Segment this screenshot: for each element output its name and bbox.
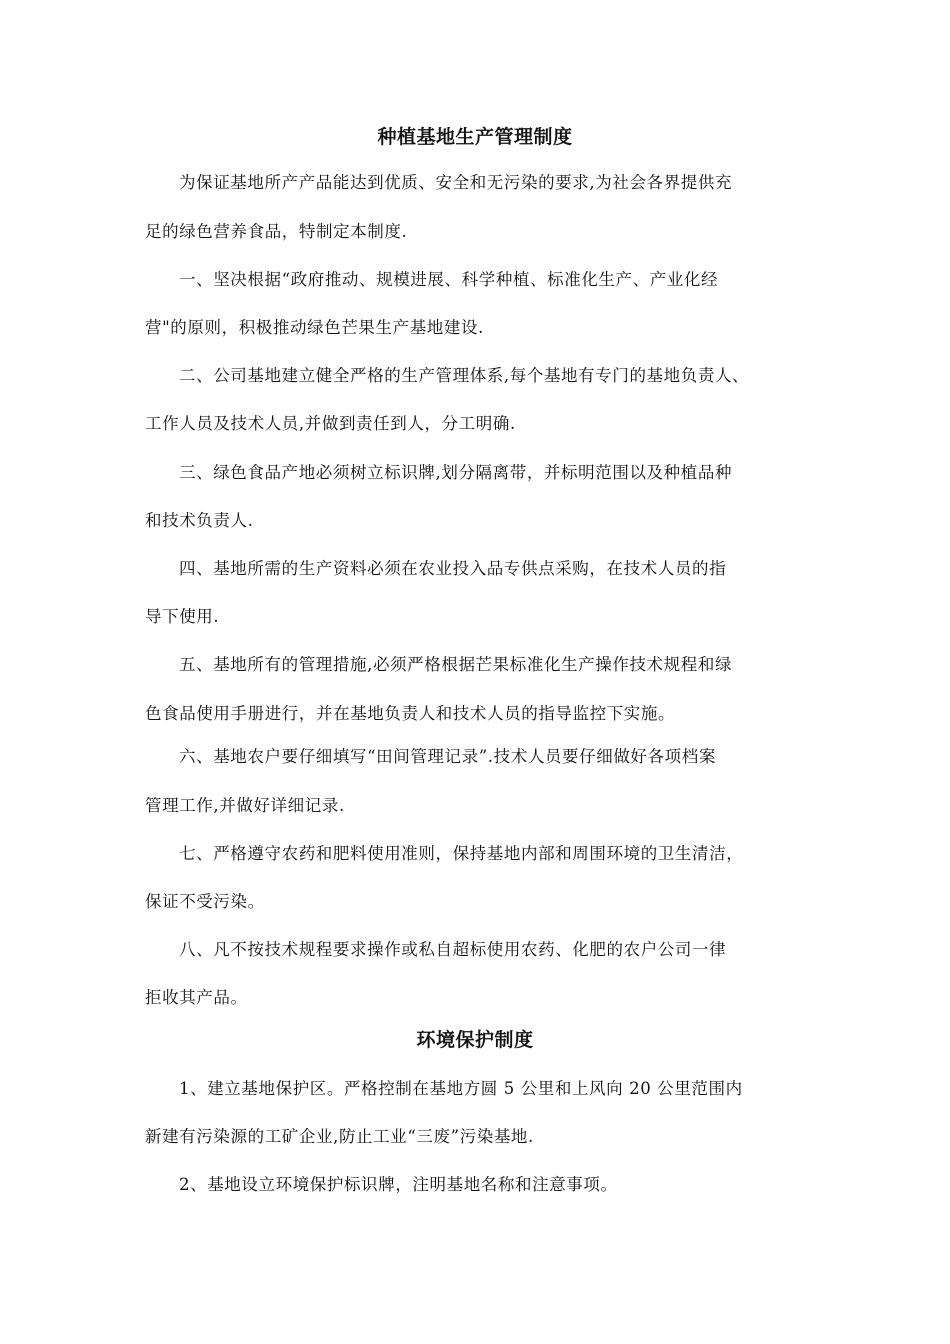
paragraph-5-line-1: 五、基地所有的管理措施,必须严格根据芒果标准化生产操作技术规程和绿 (179, 655, 733, 674)
paragraph-3-line-1: 三、绿色食品产地必须树立标识牌,划分隔离带，并标明范围以及种植品种 (179, 463, 733, 482)
paragraph-intro-line-1: 为保证基地所产产品能达到优质、安全和无污染的要求,为社会各界提供充 (179, 173, 733, 192)
paragraph-4-line-1: 四、基地所需的生产资料必须在农业投入品专供点采购，在技术人员的指 (179, 559, 727, 578)
paragraph-7-line-2: 保证不受污染。 (145, 892, 265, 911)
env-paragraph-1-line-2: 新建有污染源的工矿企业,防止工业“三废”污染基地. (145, 1127, 534, 1146)
paragraph-6-line-2: 管理工作,并做好详细记录. (145, 796, 345, 815)
env-paragraph-1-line-1: 1、建立基地保护区。严格控制在基地方圆 5 公里和上风向 20 公里范围内 (179, 1079, 743, 1098)
section-2-title: 环境保护制度 (416, 1029, 534, 1051)
paragraph-6-line-1: 六、基地农户要仔细填写“田间管理记录”.技术人员要仔细做好各项档案 (179, 747, 716, 766)
paragraph-intro-line-2: 足的绿色营养食品，特制定本制度. (145, 222, 408, 241)
paragraph-8-line-2: 拒收其产品。 (145, 988, 248, 1007)
paragraph-8-line-1: 八、凡不按技术规程要求操作或私自超标使用农药、化肥的农户公司一律 (179, 940, 727, 959)
env-paragraph-2-line-1: 2、基地设立环境保护标识牌，注明基地名称和注意事项。 (179, 1175, 618, 1194)
paragraph-1-line-2: 营"的原则，积极推动绿色芒果生产基地建设. (145, 318, 484, 337)
paragraph-2-line-2: 工作人员及技术人员,并做到责任到人，分工明确. (145, 414, 516, 433)
paragraph-7-line-1: 七、严格遵守农药和肥料使用准则，保持基地内部和周围环境的卫生清洁， (179, 844, 744, 863)
paragraph-2-line-1: 二、公司基地建立健全严格的生产管理体系,每个基地有专门的基地负责人、 (179, 366, 750, 385)
section-1-title: 种植基地生产管理制度 (377, 126, 573, 148)
paragraph-5-line-2: 色食品使用手册进行，并在基地负责人和技术人员的指导监控下实施。 (145, 704, 676, 723)
paragraph-4-line-2: 导下使用. (145, 607, 220, 626)
paragraph-3-line-2: 和技术负责人. (145, 511, 254, 530)
paragraph-1-line-1: 一、坚决根据“政府推动、规模进展、科学种植、标准化生产、产业化经 (179, 270, 719, 289)
